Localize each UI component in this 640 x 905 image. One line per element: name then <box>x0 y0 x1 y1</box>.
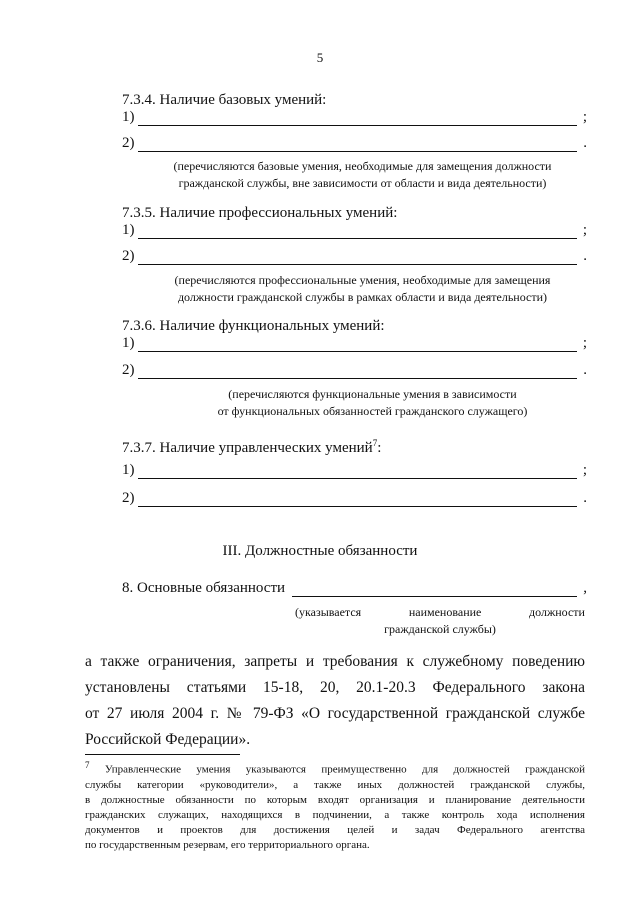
line-end-punct: . <box>583 248 587 264</box>
heading-7-3-6: 7.3.6. Наличие функциональных умений: <box>122 318 385 334</box>
line-number: 2) <box>122 362 135 378</box>
line-number: 2) <box>122 490 135 506</box>
blank-rule <box>292 596 577 597</box>
footnote-line: по государственным резервам, его территориального органа. <box>85 838 370 851</box>
footnote-line: гражданских служащих, находящихся в подчинении, а также контроль хода исполнения <box>85 808 585 821</box>
heading-7-3-5: 7.3.5. Наличие профессиональных умений: <box>122 205 398 221</box>
page-number: 5 <box>316 50 324 65</box>
line-number: 2) <box>122 135 135 151</box>
duty-hint <box>295 604 585 638</box>
heading-colon: : <box>377 440 382 456</box>
line-number: 1) <box>122 109 135 125</box>
paragraph-line: от 27 июля 2004 г. № 79-ФЗ «О государственной гражданской службе <box>85 705 585 722</box>
line-number: 1) <box>122 222 135 238</box>
blank-rule <box>138 151 577 152</box>
fill-line-7-3-7-2[interactable] <box>122 490 587 512</box>
footnote-ref: 7 <box>372 438 378 448</box>
fill-line-7-3-5-2[interactable] <box>122 248 587 270</box>
line-end-punct: . <box>583 490 587 506</box>
body-paragraph <box>85 649 585 753</box>
line-end-punct: ; <box>582 109 587 125</box>
duty-label: 8. Основные обязанности <box>122 580 286 596</box>
hint-word: (указывается <box>295 605 362 619</box>
note-line: (перечисляются профессиональные умения, необходимые для замещения <box>174 273 551 287</box>
paragraph-line: а также ограничения, запреты и требования к служебному поведению <box>85 653 585 670</box>
note-line: (перечисляются функциональные умения в зависимости <box>228 387 517 401</box>
paragraph-line: Российской Федерации». <box>85 731 251 748</box>
footnote-marker: 7 <box>85 760 90 770</box>
note-line: от функциональных обязанностей гражданского служащего) <box>217 404 528 418</box>
line-end-punct: ; <box>582 222 587 238</box>
blank-rule <box>138 125 577 126</box>
blank-rule <box>138 506 577 507</box>
line-end-punct: . <box>583 362 587 378</box>
blank-rule <box>138 351 577 352</box>
section-title: III. Должностные обязанности <box>222 543 418 559</box>
blank-rule <box>138 264 577 265</box>
fill-line-7-3-4-2[interactable] <box>122 135 587 157</box>
line-end-punct: , <box>583 580 587 596</box>
line-number: 1) <box>122 335 135 351</box>
blank-rule <box>138 238 577 239</box>
note-7-3-4 <box>150 158 575 192</box>
fill-line-7-3-5-1[interactable] <box>122 222 587 244</box>
heading-7-3-4: 7.3.4. Наличие базовых умений: <box>122 92 327 108</box>
note-line: гражданской службы, вне зависимости от области и вида деятельности) <box>178 176 547 190</box>
duty-fill-line[interactable] <box>122 580 587 602</box>
heading-7-3-7 <box>122 438 381 457</box>
footnote <box>85 758 585 853</box>
note-line: (перечисляются базовые умения, необходимые для замещения должности <box>173 159 552 173</box>
footnote-line: службы категории «руководители», а также иных должностей гражданской службы, <box>85 778 585 791</box>
fill-line-7-3-4-1[interactable] <box>122 109 587 131</box>
fill-line-7-3-6-1[interactable] <box>122 335 587 357</box>
blank-rule <box>138 478 577 479</box>
blank-rule <box>138 378 577 379</box>
footnote-text: Управленческие умения указываются преимущественно для должностей гражданской <box>104 763 586 776</box>
line-number: 1) <box>122 462 135 478</box>
footnote-line <box>85 758 585 778</box>
note-7-3-5 <box>150 272 575 306</box>
footnote-divider <box>85 754 240 755</box>
hint-word: наименование <box>408 605 482 619</box>
footnote-line: документов и проектов для достижения целей и задач Федерального агентства <box>85 823 585 836</box>
note-line: должности гражданской службы в рамках области и вида деятельности) <box>177 290 548 304</box>
heading-text: 7.3.7. Наличие управленческих умений <box>122 440 373 456</box>
fill-line-7-3-7-1[interactable] <box>122 462 587 484</box>
line-end-punct: ; <box>582 462 587 478</box>
footnote-line: в должностные обязанности по которым входят организация и планирование деятельности <box>85 793 585 806</box>
note-7-3-6 <box>160 386 585 420</box>
fill-line-7-3-6-2[interactable] <box>122 362 587 384</box>
line-number: 2) <box>122 248 135 264</box>
hint-word: должности <box>529 605 585 619</box>
hint-line: гражданской службы) <box>384 622 496 636</box>
line-end-punct: ; <box>582 335 587 351</box>
line-end-punct: . <box>583 135 587 151</box>
paragraph-line: установлены статьями 15-18, 20, 20.1-20.3 Федерального закона <box>85 679 585 696</box>
